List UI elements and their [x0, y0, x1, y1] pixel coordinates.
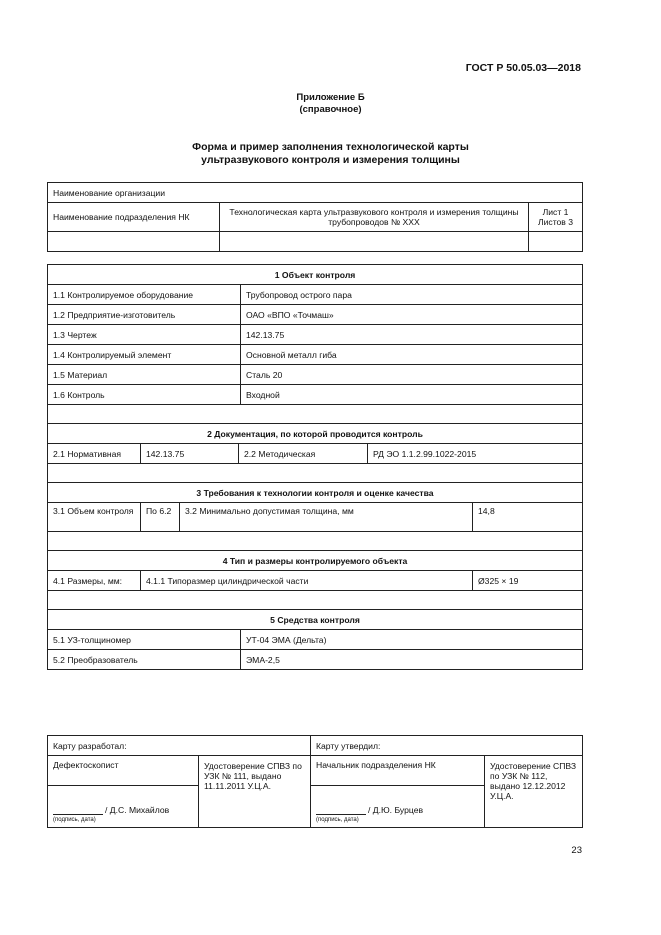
sheet-number: Лист 1 — [542, 207, 569, 217]
method-label: 2.2 Методическая — [239, 444, 368, 464]
row-label: 5.1 УЗ-толщиномер — [48, 630, 241, 650]
row-value: Сталь 20 — [241, 365, 583, 385]
table-row — [48, 285, 583, 305]
section-2-heading: 2 Документация, по которой проводится контроль — [48, 424, 583, 444]
certificate-1: Удостоверение СПВЗ по УЗК № 111, выдано 11.11.2011 У.Ц.А. — [199, 756, 311, 828]
normative-value: 142.13.75 — [141, 444, 239, 464]
volume-value: По 6.2 — [141, 503, 180, 532]
signature-blank — [53, 805, 103, 815]
card-title-cell: Технологическая карта ультразвукового контроля и измерения толщины трубопроводов № XXX — [220, 203, 529, 232]
signature-line-2 — [316, 805, 479, 815]
sheet-cell — [529, 203, 583, 232]
appendix-note: (справочное) — [299, 104, 362, 115]
defectoscopist-label: Дефектоскопист — [48, 756, 199, 786]
document-code: ГОСТ Р 50.05.03—2018 — [465, 62, 581, 74]
section-1-heading: 1 Объект контроля — [48, 265, 583, 285]
signature-line-1 — [53, 805, 193, 815]
row-label: 1.6 Контроль — [48, 385, 241, 405]
empty-cell — [48, 232, 220, 252]
spacer-row — [48, 405, 583, 424]
signature-note-2: (подпись, дата) — [316, 817, 359, 823]
signature-2-cell — [311, 786, 485, 828]
signature-note-1: (подпись, дата) — [53, 817, 96, 823]
row-value: Входной — [241, 385, 583, 405]
signer-2-name: / Д.Ю. Бурцев — [368, 805, 424, 815]
row-label: 1.4 Контролируемый элемент — [48, 345, 241, 365]
size-label: 4.1 Размеры, мм: — [48, 571, 141, 591]
certificate-2: Удостоверение СПВЗ по УЗК № 112, выдано 12.12.2012 У.Ц.А. — [485, 756, 583, 828]
signer-1-name: / Д.С. Михайлов — [105, 805, 170, 815]
row-value: Трубопровод острого пара — [241, 285, 583, 305]
appendix-heading — [0, 92, 661, 116]
row-value: ЭМА-2,5 — [241, 650, 583, 670]
table-row — [48, 630, 583, 650]
normative-label: 2.1 Нормативная — [48, 444, 141, 464]
sheet-total: Листов 3 — [537, 217, 574, 227]
developed-by-label: Карту разработал: — [48, 736, 311, 756]
row-label: 5.2 Преобразователь — [48, 650, 241, 670]
spacer-row — [48, 591, 583, 610]
signature-blank — [316, 805, 366, 815]
section-4-heading: 4 Тип и размеры контролируемого объекта — [48, 551, 583, 571]
row-label: 1.1 Контролируемое оборудование — [48, 285, 241, 305]
row-value: Основной металл гиба — [241, 345, 583, 365]
title-line-1: Форма и пример заполнения технологической карты — [192, 141, 469, 153]
table-row — [48, 325, 583, 345]
card-header-table — [47, 182, 583, 252]
row-label: 1.3 Чертеж — [48, 325, 241, 345]
row-label: 1.2 Предприятие-изготовитель — [48, 305, 241, 325]
page-title — [0, 141, 661, 167]
table-row — [48, 385, 583, 405]
signature-1-cell — [48, 786, 199, 828]
table-row — [48, 444, 583, 464]
row-label: 1.5 Материал — [48, 365, 241, 385]
table-row — [48, 345, 583, 365]
title-line-2: ультразвукового контроля и измерения толщины — [201, 154, 460, 166]
section-5-heading: 5 Средства контроля — [48, 610, 583, 630]
approved-by-label: Карту утвердил: — [311, 736, 583, 756]
volume-label: 3.1 Объем контроля — [48, 503, 141, 532]
thickness-label: 3.2 Минимально допустимая толщина, мм — [180, 503, 473, 532]
size-type: 4.1.1 Типоразмер цилиндрической части — [141, 571, 473, 591]
appendix-title: Приложение Б — [296, 92, 365, 103]
organization-name-cell: Наименование организации — [48, 183, 583, 203]
empty-cell — [529, 232, 583, 252]
department-name-cell: Наименование подразделения НК — [48, 203, 220, 232]
table-row — [48, 571, 583, 591]
table-row — [48, 503, 583, 532]
table-row — [48, 650, 583, 670]
row-value: 142.13.75 — [241, 325, 583, 345]
thickness-value: 14,8 — [473, 503, 583, 532]
row-value: ОАО «ВПО «Точмаш» — [241, 305, 583, 325]
size-value: Ø325 × 19 — [473, 571, 583, 591]
head-label: Начальник подразделения НК — [311, 756, 485, 786]
section-3-heading: 3 Требования к технологии контроля и оценке качества — [48, 483, 583, 503]
table-row — [48, 305, 583, 325]
page-number: 23 — [571, 845, 582, 856]
spacer-row — [48, 532, 583, 551]
control-card-table — [47, 264, 583, 670]
table-row — [48, 365, 583, 385]
empty-cell — [220, 232, 529, 252]
signature-table — [47, 735, 583, 828]
spacer-row — [48, 464, 583, 483]
method-value: РД ЭО 1.1.2.99.1022-2015 — [368, 444, 583, 464]
row-value: УТ-04 ЭМА (Дельта) — [241, 630, 583, 650]
